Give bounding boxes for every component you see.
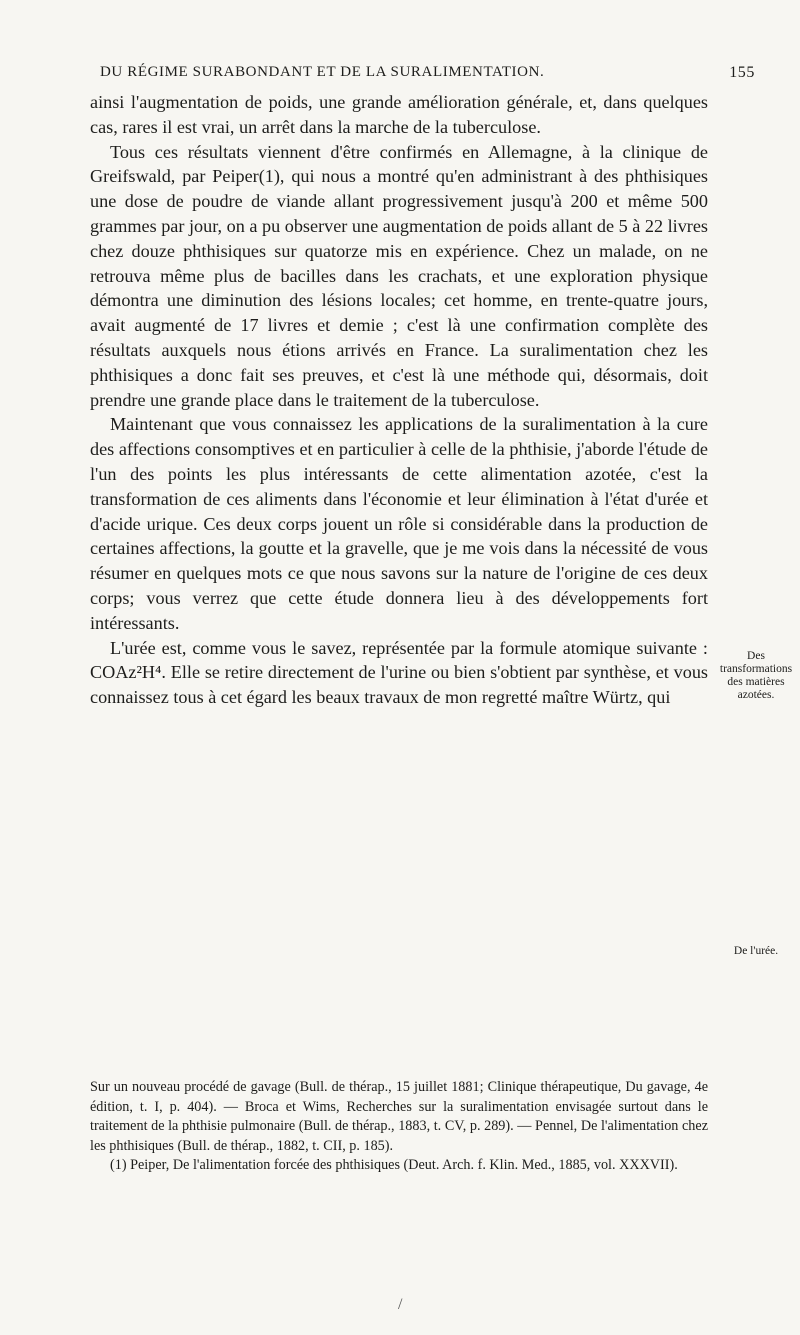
- stray-mark: /: [398, 1296, 403, 1313]
- paragraph: Maintenant que vous connaissez les applications de la suralimentation à la cure des affections consomptives et en particulier à celle de la phthisie, j'aborde l'étude de l'un des points les plus intéressants de cette alimentation azotée, c'est la transformation de ces aliments dans l'économie et leur élimination à l'état d'urée et d'acide urique. Ces deux corps jouent un rôle si considérable dans la production de certaines affections, la goutte et la gravelle, que je me vois dans la nécessité de vous résumer en quelques mots ce que nous savons sur la nature de l'origine de ces deux corps; vous verrez que cette étude donnera lieu à des développements fort intéressants.: [90, 414, 708, 633]
- paragraph: ainsi l'augmentation de poids, une grande amélioration générale, et, dans quelques cas, rares il est vrai, un arrêt dans la marche de la tuberculose.: [90, 92, 708, 137]
- page-number: 155: [729, 64, 755, 81]
- footnote: Sur un nouveau procédé de gavage (Bull. de thérap., 15 juillet 1881; Clinique thérapeutique, Du gavage, 4e édition, t. I, p. 404). — Broca et Wims, Recherches sur la suralimentation envisagée surtout dans le traitement de la phthisie pulmonaire (Bull. de thérap., 1883, t. CV, p. 289). — Pennel, De l'alimentation chez les phthisiques (Bull. de thérap., 1882, t. CII, p. 185).: [90, 1079, 708, 1154]
- margin-note-uree: De l'urée.: [733, 945, 779, 957]
- margin-note-transformations: Des transformations des matières azotées.: [719, 650, 793, 701]
- paragraph: L'urée est, comme vous le savez, représentée par la formule atomique suivante : COAz²H⁴. Elle se retire directement de l'urine ou bien s'obtient par synthèse, et vous connaissez tous à cet égard les beaux travaux de mon regretté maître Würtz, qui: [90, 637, 708, 708]
- footnotes: [90, 1078, 708, 1176]
- main-text: [90, 90, 708, 710]
- running-title: DU RÉGIME SURABONDANT ET DE LA SURALIMENTATION.: [100, 64, 545, 80]
- footnote: (1) Peiper, De l'alimentation forcée des phthisiques (Deut. Arch. f. Klin. Med., 1885, vol. XXXVII).: [110, 1157, 678, 1174]
- paragraph: Tous ces résultats viennent d'être confirmés en Allemagne, à la clinique de Greifswald, par Peiper(1), qui nous a montré qu'en administrant à des phthisiques une dose de poudre de viande allant progressivement jusqu'à 200 et même 500 grammes par jour, on a pu observer une augmentation de poids allant de 5 à 22 livres chez douze phthisiques sur quatorze mis en expérience. Chez un malade, on ne retrouva même plus de bacilles dans les crachats, et une exploration physique démontra une diminution des lésions locales; cet homme, en trente-quatre jours, avait augmenté de 17 livres et demie ; c'est là une confirmation complète des résultats auxquels nous étions arrivés en France. La suralimentation chez les phthisiques a donc fait ses preuves, et c'est là une méthode qui, désormais, doit prendre une grande place dans le traitement de la tuberculose.: [90, 141, 708, 410]
